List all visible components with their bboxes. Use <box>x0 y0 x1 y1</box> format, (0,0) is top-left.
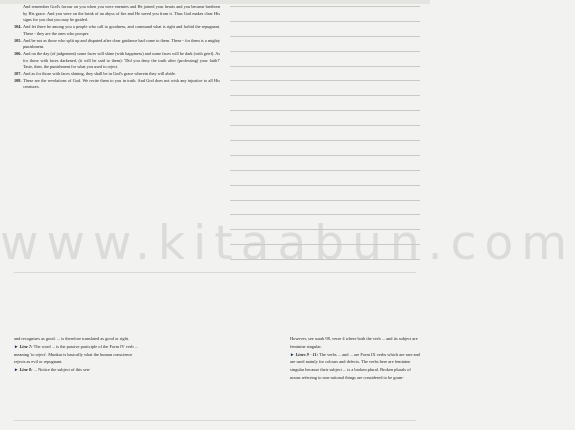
writing-line <box>230 185 420 186</box>
writing-line <box>230 51 420 52</box>
note-text: The verbs ... and ... are Form IX verbs which are rare and are used mainly for colours and defects. The verbs here are feminine singular because their subject ... is a broken plural. Broken plurals of nouns referring to non-rational things are considered to be gram- <box>290 351 420 380</box>
triangle-bullet-icon: ► <box>14 343 19 349</box>
writing-line <box>230 80 420 81</box>
verse-107 <box>14 71 220 78</box>
writing-line <box>230 155 420 156</box>
verse-number: 108. <box>14 77 22 83</box>
commentary-left <box>14 335 144 374</box>
writing-line <box>230 214 420 215</box>
commentary-note <box>14 366 144 374</box>
note-label: Lines 9 - 11: <box>295 351 319 357</box>
writing-line <box>230 110 420 111</box>
verse-text: These are the revelations of God. We recite them to you in truth. And God does not wish any injustice to all His creatures. <box>23 77 220 90</box>
handwriting-lines <box>230 0 420 262</box>
commentary-intro: However, see surah 98, verse 4 where both the verb ... and its subject are feminine singular. <box>290 336 418 349</box>
bottom-rule <box>14 420 416 421</box>
writing-line <box>230 66 420 67</box>
writing-line <box>230 200 420 201</box>
writing-line <box>230 95 420 96</box>
note-text: The word ... is the passive participle of the Form IV verb ... meaning 'to reject'. Munkar is basically what the human conscience rejects as evil or repugnant. <box>14 343 138 365</box>
writing-line <box>230 229 420 230</box>
writing-line <box>230 21 420 22</box>
writing-line <box>230 244 420 245</box>
writing-line <box>230 6 420 7</box>
triangle-bullet-icon: ► <box>290 351 295 357</box>
commentary-intro: and recognises as good. ... is therefore translated as good or right. <box>14 336 130 341</box>
verse-text: And as for those with faces shining, they shall be in God's grace wherein they will abide. <box>23 71 176 77</box>
verse-number: 107. <box>14 71 22 77</box>
verse-108 <box>14 78 220 91</box>
verse-104 <box>14 24 220 37</box>
commentary-note <box>14 343 144 366</box>
watermark: www.kitaabun.com <box>0 216 575 271</box>
verse-text: And be not as those who split up and disputed after clear guidance had come to them. These - for them is a mighty punishment. <box>23 37 220 50</box>
writing-line <box>230 140 420 141</box>
verse-103 <box>14 4 220 24</box>
verse-number: 105. <box>14 37 22 43</box>
note-text: ... Notice the subject of this sen- <box>33 367 91 373</box>
verse-text: And on the day (of judgement) some faces will shine (with happiness) and some faces will be dark (with grief). As for those with faces darkened, (it will be said to them): 'Did you deny the truth after (professing) your faith?' Taste, then, the punishment for what you used to reject. <box>23 50 221 70</box>
writing-line <box>230 36 420 37</box>
verse-number: 104. <box>14 24 22 30</box>
writing-line <box>230 125 420 126</box>
note-label: Line 8: <box>19 367 33 373</box>
writing-line <box>230 170 420 171</box>
translation-text <box>14 4 220 91</box>
commentary-note <box>290 351 420 382</box>
triangle-bullet-icon: ► <box>14 367 19 373</box>
writing-line <box>230 259 420 260</box>
commentary-right <box>290 335 420 382</box>
verse-106 <box>14 51 220 71</box>
section-divider <box>14 272 416 273</box>
verse-text: And let there be among you a people who call to goodness, and command what is right and forbid the repugnant. These - they are the ones who prosper. <box>23 24 220 36</box>
verse-number: 106. <box>14 50 22 56</box>
verse-105 <box>14 38 220 51</box>
verse-text: And remember God's favour on you when you were enemies and He joined your hearts and you became brethren by His grace. And you were on the brink of an abyss of fire and He saved you from it. Thus God makes clear His signs for you that you may be guided. <box>23 4 220 23</box>
note-label: Line 7: <box>19 343 33 349</box>
verse-number <box>14 4 23 24</box>
